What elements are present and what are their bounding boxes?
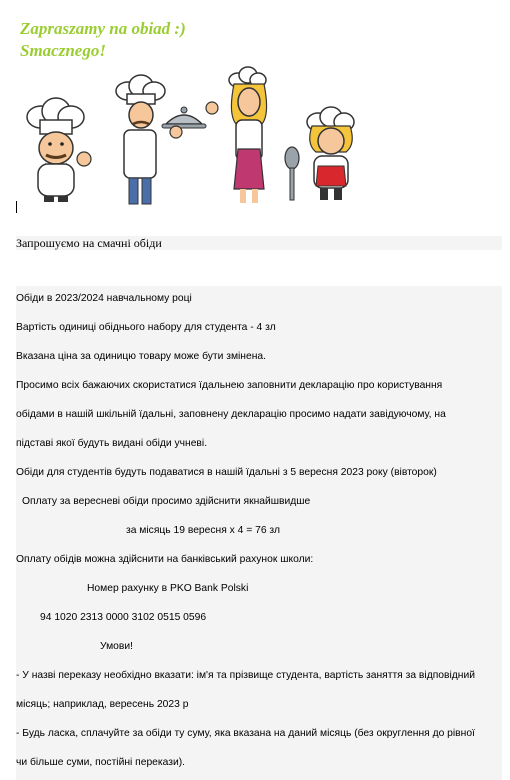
account-number: 94 1020 2313 0000 3102 0515 0596 <box>40 612 207 623</box>
line-declaration-1: Просимо всіх бажаючих скористатися їдальнею заповнити декларацію про користування <box>16 380 443 391</box>
waitress-illustration <box>206 67 267 203</box>
line-account-label: Номер рахунку в PKO Bank Polski <box>87 583 249 594</box>
line-declaration-2: обідами в нашій шкільній їдальні, заповнену декларацію просимо надати завідуючому, на <box>16 409 446 420</box>
chef-left-illustration <box>27 98 91 202</box>
child-chef-illustration <box>285 107 354 200</box>
chef-cloche-illustration <box>116 75 206 204</box>
line-condition-1a: - У назві переказу необхідно вказати: ім'я та прізвище студента, вартість заняття за відповідний <box>16 670 475 681</box>
banner-image <box>16 14 361 209</box>
line-condition-1b: місяць; наприклад, вересень 2023 р <box>16 699 189 710</box>
line-declaration-3: підставі якої будуть видані обіди учневі. <box>16 438 208 449</box>
line-price: Вартість одиниці обіднього набору для студента - 4 зл <box>16 322 276 333</box>
banner-title-line1: Zapraszamy na obiad :) <box>20 19 186 38</box>
lunch-info-block <box>16 286 502 780</box>
line-start-date: Обіди для студентів будуть подаватися в нашій їдальні з 5 вересня 2023 року (вівторок) <box>16 467 437 478</box>
line-condition-2a: - Будь ласка, сплачуйте за обіди ту суму, яка вказана на даний місяць (без округлення до рівної <box>16 728 475 739</box>
line-conditions-heading: Умови! <box>100 641 133 652</box>
banner-title-line2: Smacznego! <box>20 41 106 60</box>
text-cursor <box>16 201 17 213</box>
line-monthly-amount: за місяць 19 вересня х 4 = 76 зл <box>126 525 281 536</box>
line-school-year: Обіди в 2023/2024 навчальному році <box>16 293 192 304</box>
line-bank-transfer: Оплату обідів можна здійснити на банківський рахунок школи: <box>16 554 314 565</box>
line-price-note: Вказана ціна за одиницю товару може бути змінена. <box>16 351 266 362</box>
line-payment-request: Оплату за вересневі обіди просимо здійснити якнайшвидше <box>22 496 311 507</box>
intro-heading: Запрошуємо на смачні обіди <box>16 236 502 250</box>
line-condition-2b: чи більше суми, постійні перекази). <box>16 757 186 768</box>
